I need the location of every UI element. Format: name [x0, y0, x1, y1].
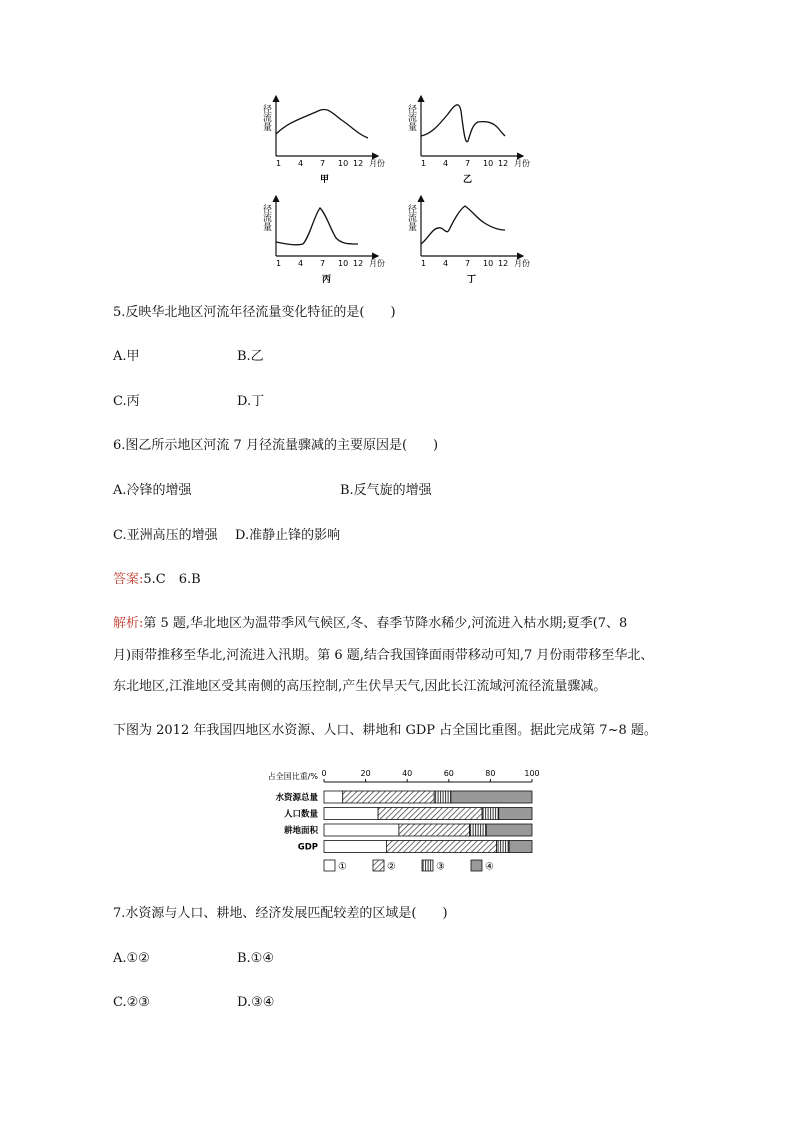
runoff-tick: 4	[298, 159, 304, 168]
runoff-tick: 4	[443, 159, 449, 168]
runoff-tick: 7	[465, 259, 471, 268]
bar-tick-label: 0	[321, 769, 327, 778]
runoff-tick: 12	[353, 259, 364, 268]
runoff-curve-ding	[421, 206, 505, 244]
runoff-xunit: 月份	[514, 259, 530, 268]
bar-category-label: GDP	[297, 842, 318, 853]
analysis-line-1	[113, 614, 627, 634]
share-bar-chart	[250, 762, 550, 882]
runoff-ylabel: 径流量	[406, 104, 416, 131]
bar-legend-label: ①	[338, 861, 347, 873]
bar-segment	[399, 824, 470, 836]
bar-chart-title: 占全国比重/%	[267, 772, 318, 781]
bar-segment	[451, 791, 532, 803]
runoff-tick: 10	[338, 259, 349, 268]
bar-segment	[324, 791, 343, 803]
runoff-xunit: 月份	[369, 159, 385, 168]
runoff-tick: 12	[498, 159, 509, 168]
runoff-ylabel: 径流量	[261, 104, 271, 131]
bar-legend-swatch	[324, 860, 335, 871]
runoff-xunit: 月份	[369, 259, 385, 268]
runoff-charts-figure	[248, 86, 548, 286]
answer-text: 5.C 6.B	[143, 572, 201, 587]
bar-segment	[509, 841, 532, 853]
bar-category-label: 水资源总量	[275, 793, 318, 803]
runoff-tick: 12	[353, 159, 364, 168]
runoff-tick: 1	[421, 159, 427, 168]
bar-legend	[324, 860, 494, 873]
bar-segment	[324, 824, 399, 836]
q6-option-c[interactable]: C.亚洲高压的增强	[113, 528, 218, 543]
runoff-panel-label: 丙	[322, 275, 332, 285]
runoff-tick: 4	[298, 259, 304, 268]
bar-segment	[386, 841, 496, 853]
bar-legend-label: ③	[436, 861, 445, 873]
bar-tick-label: 20	[360, 769, 371, 778]
runoff-ylabel: 径流量	[406, 204, 416, 231]
bar-legend-swatch	[422, 860, 433, 871]
runoff-panel-label: 乙	[463, 175, 473, 185]
q5-option-d[interactable]: D.丁	[237, 394, 265, 409]
bar-segment	[497, 841, 509, 853]
runoff-xunit: 月份	[514, 159, 530, 168]
q7-option-a[interactable]: A.①②	[113, 951, 150, 966]
bar-tick-label: 80	[485, 769, 496, 778]
answer-line	[113, 570, 201, 590]
runoff-panel-jia	[261, 96, 385, 185]
runoff-panel-bing	[261, 196, 385, 285]
runoff-tick: 10	[338, 159, 349, 168]
runoff-tick: 10	[483, 259, 494, 268]
bar-axis-ticks	[321, 769, 539, 782]
q6-option-a[interactable]: A.冷锋的增强	[113, 483, 192, 498]
runoff-ylabel: 径流量	[261, 204, 271, 231]
runoff-panel-ding	[406, 196, 530, 285]
q7-option-c[interactable]: C.②③	[113, 995, 150, 1010]
bar-legend-swatch	[471, 860, 482, 871]
runoff-tick: 12	[498, 259, 509, 268]
q5-option-c[interactable]: C.丙	[113, 394, 140, 409]
bar-tick-label: 40	[402, 769, 413, 778]
bar-segment	[378, 808, 482, 820]
bar-category-label: 人口数量	[283, 809, 318, 820]
runoff-tick: 4	[443, 259, 449, 268]
bar-segment	[434, 791, 451, 803]
analysis-line-2: 月)雨带推移至华北,河流进入汛期。第 6 题,结合我国锋面雨带移动可知,7 月份雨带移至华北、	[113, 648, 654, 663]
q7-stem: 7.水资源与人口、耕地、经济发展匹配较差的区域是( )	[113, 906, 448, 921]
bar-segment	[470, 824, 487, 836]
bar-segment	[486, 824, 532, 836]
bar-rows	[275, 791, 532, 853]
q6-stem: 6.图乙所示地区河流 7 月径流量骤减的主要原因是( )	[113, 438, 439, 453]
q6-option-d[interactable]: D.准静止锋的影响	[235, 528, 341, 543]
bar-segment	[499, 808, 532, 820]
bar-legend-label: ②	[387, 861, 396, 873]
q5-stem: 5.反映华北地区河流年径流量变化特征的是( )	[113, 305, 396, 320]
runoff-tick: 7	[320, 159, 326, 168]
answer-label: 答案:	[113, 572, 144, 587]
runoff-curve-yi	[421, 105, 505, 142]
runoff-panel-label: 丁	[467, 275, 477, 285]
bar-segment	[482, 808, 499, 820]
runoff-curve-bing	[276, 208, 358, 245]
intro-text: 下图为 2012 年我国四地区水资源、人口、耕地和 GDP 占全国比重图。据此完成第 7~8 题。	[113, 723, 657, 738]
bar-tick-label: 100	[524, 769, 540, 778]
q7-option-d[interactable]: D.③④	[237, 995, 275, 1010]
q6-option-b[interactable]: B.反气旋的增强	[340, 483, 432, 498]
bar-tick-label: 60	[443, 769, 454, 778]
runoff-tick: 7	[465, 159, 471, 168]
analysis-label: 解析:	[113, 616, 144, 631]
bar-legend-label: ④	[485, 861, 494, 873]
bar-segment	[324, 808, 378, 820]
runoff-tick: 10	[483, 159, 494, 168]
q5-option-a[interactable]: A.甲	[113, 349, 140, 364]
q5-option-b[interactable]: B.乙	[237, 349, 264, 364]
q7-option-b[interactable]: B.①④	[237, 951, 274, 966]
runoff-panel-label: 甲	[320, 175, 330, 185]
analysis-line-3: 东北地区,江淮地区受其南侧的高压控制,产生伏旱天气,因此长江流域河流径流量骤减。	[113, 679, 607, 694]
bar-legend-swatch	[373, 860, 384, 871]
bar-segment	[324, 841, 386, 853]
runoff-tick: 1	[276, 259, 282, 268]
runoff-tick: 7	[320, 259, 326, 268]
runoff-panel-yi	[406, 96, 530, 185]
runoff-tick: 1	[276, 159, 282, 168]
runoff-tick: 1	[421, 259, 427, 268]
runoff-curve-jia	[276, 109, 368, 138]
bar-segment	[343, 791, 435, 803]
bar-category-label: 耕地面积	[283, 826, 318, 836]
analysis-text-1: 第 5 题,华北地区为温带季风气候区,冬、春季节降水稀少,河流进入枯水期;夏季(7、8	[143, 616, 628, 631]
